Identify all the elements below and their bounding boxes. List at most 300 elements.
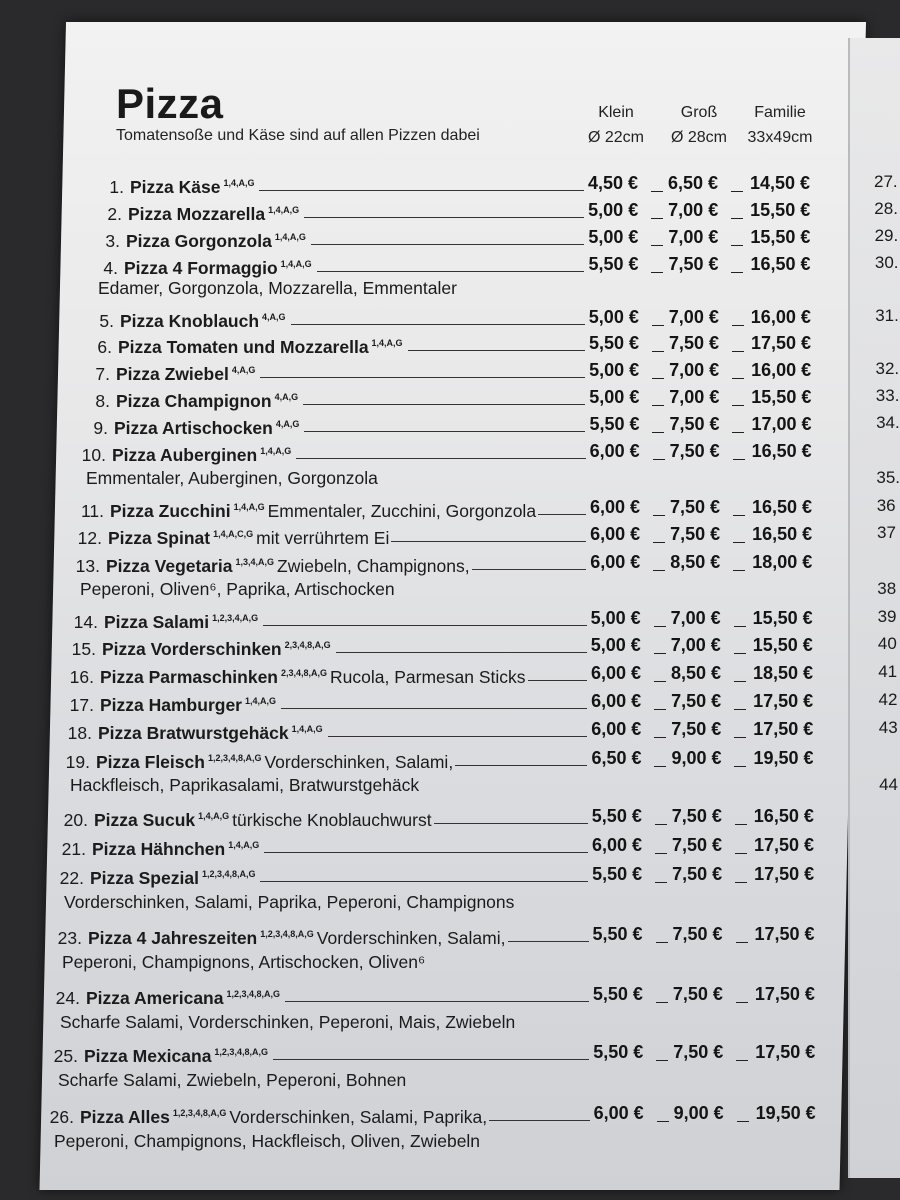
column-size: 33x49cm [747,129,813,146]
item-name: Pizza Spezial [90,868,199,888]
price-separator [733,515,745,516]
menu-item [50,923,506,949]
leader-line [264,852,588,853]
price-gross: 7,50 € [669,497,720,517]
allergen-codes: 1,4,A,G [198,811,230,821]
price-separator [656,1060,668,1061]
allergen-codes: 1,4,A,G [268,205,300,215]
price-familie: 17,50 € [753,691,814,711]
menu-item [76,413,302,439]
item-description: Rucola, Parmesan Sticks [330,667,526,687]
price-klein: 5,00 € [588,307,639,327]
price-klein: 5,50 € [588,254,639,274]
price-separator [734,709,746,710]
allergen-codes: 1,4,A,C,G [213,529,254,539]
price-separator [732,351,744,352]
item-description: Emmentaler, Zucchini, Gorgonzola [267,501,537,521]
menu-item [64,634,334,660]
price-gross: 9,00 € [673,1103,724,1123]
price-klein: 6,00 € [590,524,641,544]
price-familie: 15,50 € [752,608,813,628]
item-name: Pizza Vegetaria [106,556,233,576]
leader-line [303,404,585,405]
next-page-item-number: 28. [874,199,898,218]
price-separator [736,1060,748,1061]
price-separator [734,653,746,654]
next-page-item-number: 41 [878,662,898,681]
price-gross: 7,00 € [669,360,720,380]
price-klein: 6,00 € [591,719,642,739]
item-ingredients: Peperoni, Oliven⁶, Paprika, Artischocken [80,579,395,599]
price-gross: 7,50 € [673,1042,724,1062]
item-description: mit verrührtem Ei [256,528,390,548]
price-gross: 7,50 € [671,835,723,855]
item-number: 18. [67,723,92,743]
leader-line [336,652,587,653]
item-number: 6. [97,337,112,357]
price-separator [656,942,668,943]
column-label: Klein [598,104,634,121]
price-familie: 15,50 € [751,387,812,407]
leader-line [455,765,587,766]
menu-item [70,523,389,549]
allergen-codes: 1,2,3,4,8,A,G [207,753,262,763]
price-klein: 6,00 € [589,441,640,461]
leader-line [434,823,588,824]
menu-item [60,718,326,744]
menu-item [86,253,315,279]
item-ingredients: Scharfe Salami, Vorderschinken, Peperoni, Mais, Zwiebeln [60,1012,516,1032]
price-klein: 6,00 € [590,663,641,683]
item-ingredients: Vorderschinken, Salami, Paprika, Peperoni, Champignons [64,892,515,912]
allergen-codes: 4,A,G [275,419,300,429]
item-number: 4. [103,258,118,278]
price-separator [654,709,666,710]
item-name: Pizza Hamburger [100,695,242,715]
price-familie: 17,50 € [750,333,812,353]
price-gross: 7,00 € [669,387,720,407]
price-familie: 18,50 € [752,663,813,683]
price-familie: 16,50 € [751,497,812,517]
item-name: Pizza Parmaschinken [100,667,278,687]
item-description: Vorderschinken, Salami, Paprika, [229,1107,488,1127]
price-separator [654,737,666,738]
price-separator [652,378,664,379]
item-ingredients: Peperoni, Champignons, Artischocken, Oliven⁶ [62,952,426,972]
menu-item [54,834,262,860]
leader-line [391,541,586,542]
next-page-item-number: 35. [876,468,900,487]
item-name: Pizza Vorderschinken [102,639,282,659]
next-page-item-number: 38 [877,579,897,598]
item-name: Pizza Champignon [116,391,272,411]
price-klein: 5,00 € [588,227,639,247]
price-klein: 5,50 € [588,333,639,353]
column-label: Familie [754,104,806,121]
price-familie: 17,50 € [754,924,815,944]
price-separator [735,824,747,825]
price-separator [651,191,663,192]
price-gross: 7,50 € [671,806,722,826]
menu-item [72,496,536,522]
leader-line [296,458,586,459]
price-separator [654,626,666,627]
price-separator [652,351,664,352]
item-number: 12. [77,528,102,548]
allergen-codes: 1,4,A,G [371,338,403,348]
allergen-codes: 4,A,G [231,365,256,375]
column-gross [665,100,733,150]
item-number: 7. [95,364,110,384]
next-page-item-number: 31. [875,306,899,325]
price-klein: 5,50 € [592,984,643,1004]
page-title: Pizza [116,80,224,127]
menu-item [78,386,301,412]
allergen-codes: 1,2,3,4,8,A,G [201,869,256,879]
menu-item [62,690,279,716]
column-label: Groß [680,104,718,121]
leader-line [291,324,585,325]
price-separator [655,882,667,883]
price-gross: 7,00 € [670,608,721,628]
item-number: 1. [109,177,124,197]
price-separator [734,766,746,767]
price-familie: 17,50 € [754,864,815,884]
menu-item [78,359,258,385]
price-separator [736,942,748,943]
price-klein: 6,00 € [593,1103,644,1123]
item-ingredients: Scharfe Salami, Zwiebeln, Peperoni, Bohnen [58,1070,407,1090]
item-name: Pizza Artischocken [114,418,273,438]
leader-line [304,217,584,218]
item-ingredients: Emmentaler, Auberginen, Gorgonzola [86,468,378,488]
next-page-item-number: 40 [877,634,897,653]
allergen-codes: 1,4,A,G [280,259,312,269]
price-separator [654,681,666,682]
leader-line [259,190,584,191]
price-gross: 7,00 € [668,200,719,220]
price-gross: 6,50 € [668,173,719,193]
price-gross: 7,50 € [668,333,719,353]
item-number: 8. [95,391,110,411]
item-number: 19. [65,752,90,772]
item-number: 20. [63,810,88,830]
allergen-codes: 1,3,4,A,G [235,557,274,567]
allergen-codes: 1,4,A,G [233,502,265,512]
price-separator [657,1121,669,1122]
allergen-codes: 1,4,A,G [274,232,306,242]
price-gross: 8,50 € [670,552,721,572]
price-gross: 7,50 € [669,441,720,461]
item-number: 11. [80,501,104,521]
price-separator [653,542,665,543]
price-familie: 19,50 € [753,748,814,768]
price-gross: 7,50 € [672,864,723,884]
menu-item [66,607,261,633]
price-klein: 5,50 € [589,414,640,434]
price-klein: 5,00 € [590,608,641,628]
price-separator [651,272,663,273]
next-page-item-number: 30. [874,253,899,272]
item-number: 17. [69,695,94,715]
price-separator [733,570,745,571]
item-number: 25. [53,1046,78,1066]
item-name: Pizza Gorgonzola [126,231,272,251]
price-gross: 7,00 € [668,307,719,327]
item-name: Pizza Fleisch [96,752,205,772]
item-name: Pizza Mozzarella [128,204,266,224]
price-familie: 17,50 € [754,984,815,1004]
item-name: Pizza Salami [104,612,210,632]
item-name: Pizza Zucchini [110,501,231,521]
price-separator [655,853,667,854]
price-familie: 15,50 € [750,200,811,220]
price-separator [651,245,663,246]
price-gross: 7,50 € [670,524,721,544]
item-ingredients: Peperoni, Champignons, Hackfleisch, Oliven, Zwiebeln [54,1131,481,1151]
allergen-codes: 1,2,3,4,8,A,G [214,1047,268,1057]
next-page-item-number: 39 [877,607,897,626]
price-familie: 15,50 € [750,227,811,247]
leader-line [263,625,587,626]
leader-line [260,377,585,378]
item-number: 21. [61,839,86,859]
menu-item [82,306,289,332]
item-number: 26. [49,1107,74,1127]
item-ingredients: Edamer, Gorgonzola, Mozzarella, Emmentaler [98,278,457,298]
price-klein: 5,00 € [589,387,640,407]
price-separator [653,459,665,460]
leader-line [489,1120,590,1121]
allergen-codes: 4,A,G [262,312,286,322]
price-separator [732,432,744,433]
price-klein: 5,00 € [590,635,641,655]
allergen-codes: 1,2,3,4,8,A,G [260,929,314,939]
item-number: 2. [107,204,122,224]
price-separator [734,681,746,682]
allergen-codes: 1,2,3,4,8,A,G [172,1108,227,1118]
price-gross: 7,00 € [670,635,721,655]
price-separator [731,245,743,246]
price-familie: 15,50 € [752,635,813,655]
item-name: Pizza Käse [130,177,221,197]
menu-item [74,440,294,466]
allergen-codes: 1,2,3,4,8,A,G [226,989,281,999]
price-gross: 7,50 € [668,254,719,274]
price-familie: 16,00 € [750,307,811,327]
item-number: 9. [93,418,108,438]
item-number: 13. [75,556,100,576]
leader-line [328,736,587,737]
price-klein: 6,00 € [590,552,641,572]
menu-item [90,199,302,225]
item-number: 22. [59,868,84,888]
item-name: Pizza Americana [86,988,224,1008]
menu-item [58,747,453,773]
item-ingredients: Hackfleisch, Paprikasalami, Bratwurstgehäck [70,775,420,795]
item-number: 10. [81,445,106,465]
item-name: Pizza Tomaten und Mozzarella [118,337,369,357]
price-separator [731,272,743,273]
leader-line [508,941,589,942]
price-gross: 8,50 € [670,663,721,683]
item-name: Pizza Alles [80,1107,170,1127]
price-separator [652,405,664,406]
leader-line [472,569,586,570]
next-page-item-number: 42 [878,690,898,709]
leader-line [408,350,585,351]
leader-line [273,1059,589,1060]
menu-item [88,226,309,252]
leader-line [311,244,584,245]
item-number: 16. [69,667,94,687]
next-page-item-number: 36 [876,496,896,515]
allergen-codes: 1,4,A,G [244,696,276,706]
price-gross: 7,50 € [672,984,723,1004]
price-separator [732,405,744,406]
price-separator [732,378,744,379]
item-description: Vorderschinken, Salami, [264,752,454,772]
leader-line [281,708,587,709]
price-familie: 19,50 € [755,1103,816,1123]
allergen-codes: 2,3,4,8,A,G [284,640,331,650]
menu-item [62,662,526,688]
price-familie: 17,50 € [753,835,815,855]
price-separator [651,218,663,219]
menu-item [68,551,470,577]
price-separator [735,853,747,854]
price-familie: 14,50 € [750,173,811,193]
price-separator [653,570,665,571]
item-number: 14. [73,612,98,632]
price-gross: 7,00 € [668,227,719,247]
price-separator [734,737,746,738]
allergen-codes: 1,4,A,G [291,724,323,734]
next-page-item-number: 32. [875,359,900,378]
price-familie: 17,50 € [755,1042,816,1062]
price-familie: 17,50 € [753,719,814,739]
menu-item [80,332,406,358]
price-separator [656,1002,668,1003]
item-name: Pizza Bratwurstgehäck [98,723,289,743]
leader-line [304,431,585,432]
leader-line [285,1001,589,1002]
price-klein: 5,50 € [593,1042,644,1062]
item-description: Vorderschinken, Salami, [316,928,506,948]
price-separator [654,766,666,767]
price-separator [652,432,664,433]
page-subtitle: Tomatensoße und Käse sind auf allen Pizzen dabei [116,127,480,144]
price-klein: 6,00 € [591,835,643,855]
item-name: Pizza Auberginen [112,445,258,465]
item-number: 5. [99,311,114,331]
price-klein: 5,00 € [589,360,640,380]
allergen-codes: 2,3,4,8,A,G [281,668,328,678]
price-familie: 16,50 € [750,254,811,274]
price-separator [653,515,665,516]
price-klein: 4,50 € [588,173,639,193]
price-separator [737,1121,749,1122]
item-number: 24. [55,988,80,1008]
item-number: 23. [57,928,82,948]
allergen-codes: 1,4,A,G [223,178,255,188]
next-page-item-number: 27. [874,172,898,191]
price-separator [735,882,747,883]
item-number: 3. [105,231,120,251]
price-klein: 5,50 € [591,806,642,826]
price-separator [736,1002,748,1003]
next-page-item-number: 34. [876,413,900,432]
price-separator [734,626,746,627]
allergen-codes: 4,A,G [274,392,299,402]
price-klein: 5,50 € [592,864,643,884]
item-name: Pizza 4 Jahreszeiten [88,928,258,948]
menu-item [92,172,257,198]
price-klein: 6,50 € [591,748,642,768]
menu-item [56,805,432,831]
leader-line [528,680,587,681]
allergen-codes: 1,4,A,G [260,446,292,456]
next-page-item-number: 43 [878,718,898,737]
price-familie: 16,00 € [751,360,812,380]
item-name: Pizza 4 Formaggio [124,258,278,278]
price-klein: 6,00 € [589,497,640,517]
price-gross: 9,00 € [671,748,722,768]
menu-item [48,983,283,1009]
column-klein [585,100,647,150]
next-page-item-number: 37 [877,523,896,542]
item-name: Pizza Sucuk [94,810,196,830]
item-number: 15. [71,639,96,659]
price-separator [732,325,744,326]
item-name: Pizza Knoblauch [120,311,260,331]
item-description: türkische Knoblauchwurst [232,810,432,830]
price-separator [731,191,743,192]
allergen-codes: 1,2,3,4,A,G [212,613,259,623]
item-description: Zwiebeln, Champignons, [277,556,470,576]
leader-line [260,881,588,882]
item-name: Pizza Zwiebel [116,364,229,384]
price-klein: 6,00 € [591,691,642,711]
price-familie: 16,50 € [753,806,814,826]
price-separator [655,824,667,825]
price-separator [733,542,745,543]
next-page-item-number: 44 [879,775,899,794]
next-page-item-number: 33. [875,386,900,405]
price-familie: 17,00 € [751,414,812,434]
item-name: Pizza Spinat [108,528,211,548]
menu-item [42,1102,487,1128]
price-separator [652,325,664,326]
price-familie: 16,50 € [751,441,812,461]
item-name: Pizza Mexicana [84,1046,212,1066]
price-gross: 7,50 € [671,691,722,711]
column-size: Ø 22cm [587,129,644,146]
price-klein: 5,50 € [592,924,643,944]
next-page-item-number: 29. [874,226,899,245]
allergen-codes: 1,4,A,G [228,840,260,850]
leader-line [538,514,586,515]
price-gross: 7,50 € [669,414,720,434]
item-name: Pizza Hähnchen [92,839,226,859]
price-separator [731,218,743,219]
price-familie: 16,50 € [752,524,813,544]
column-size: Ø 28cm [670,129,727,146]
leader-line [317,271,584,272]
price-gross: 7,50 € [672,924,723,944]
price-separator [654,653,666,654]
menu-item [46,1041,271,1067]
